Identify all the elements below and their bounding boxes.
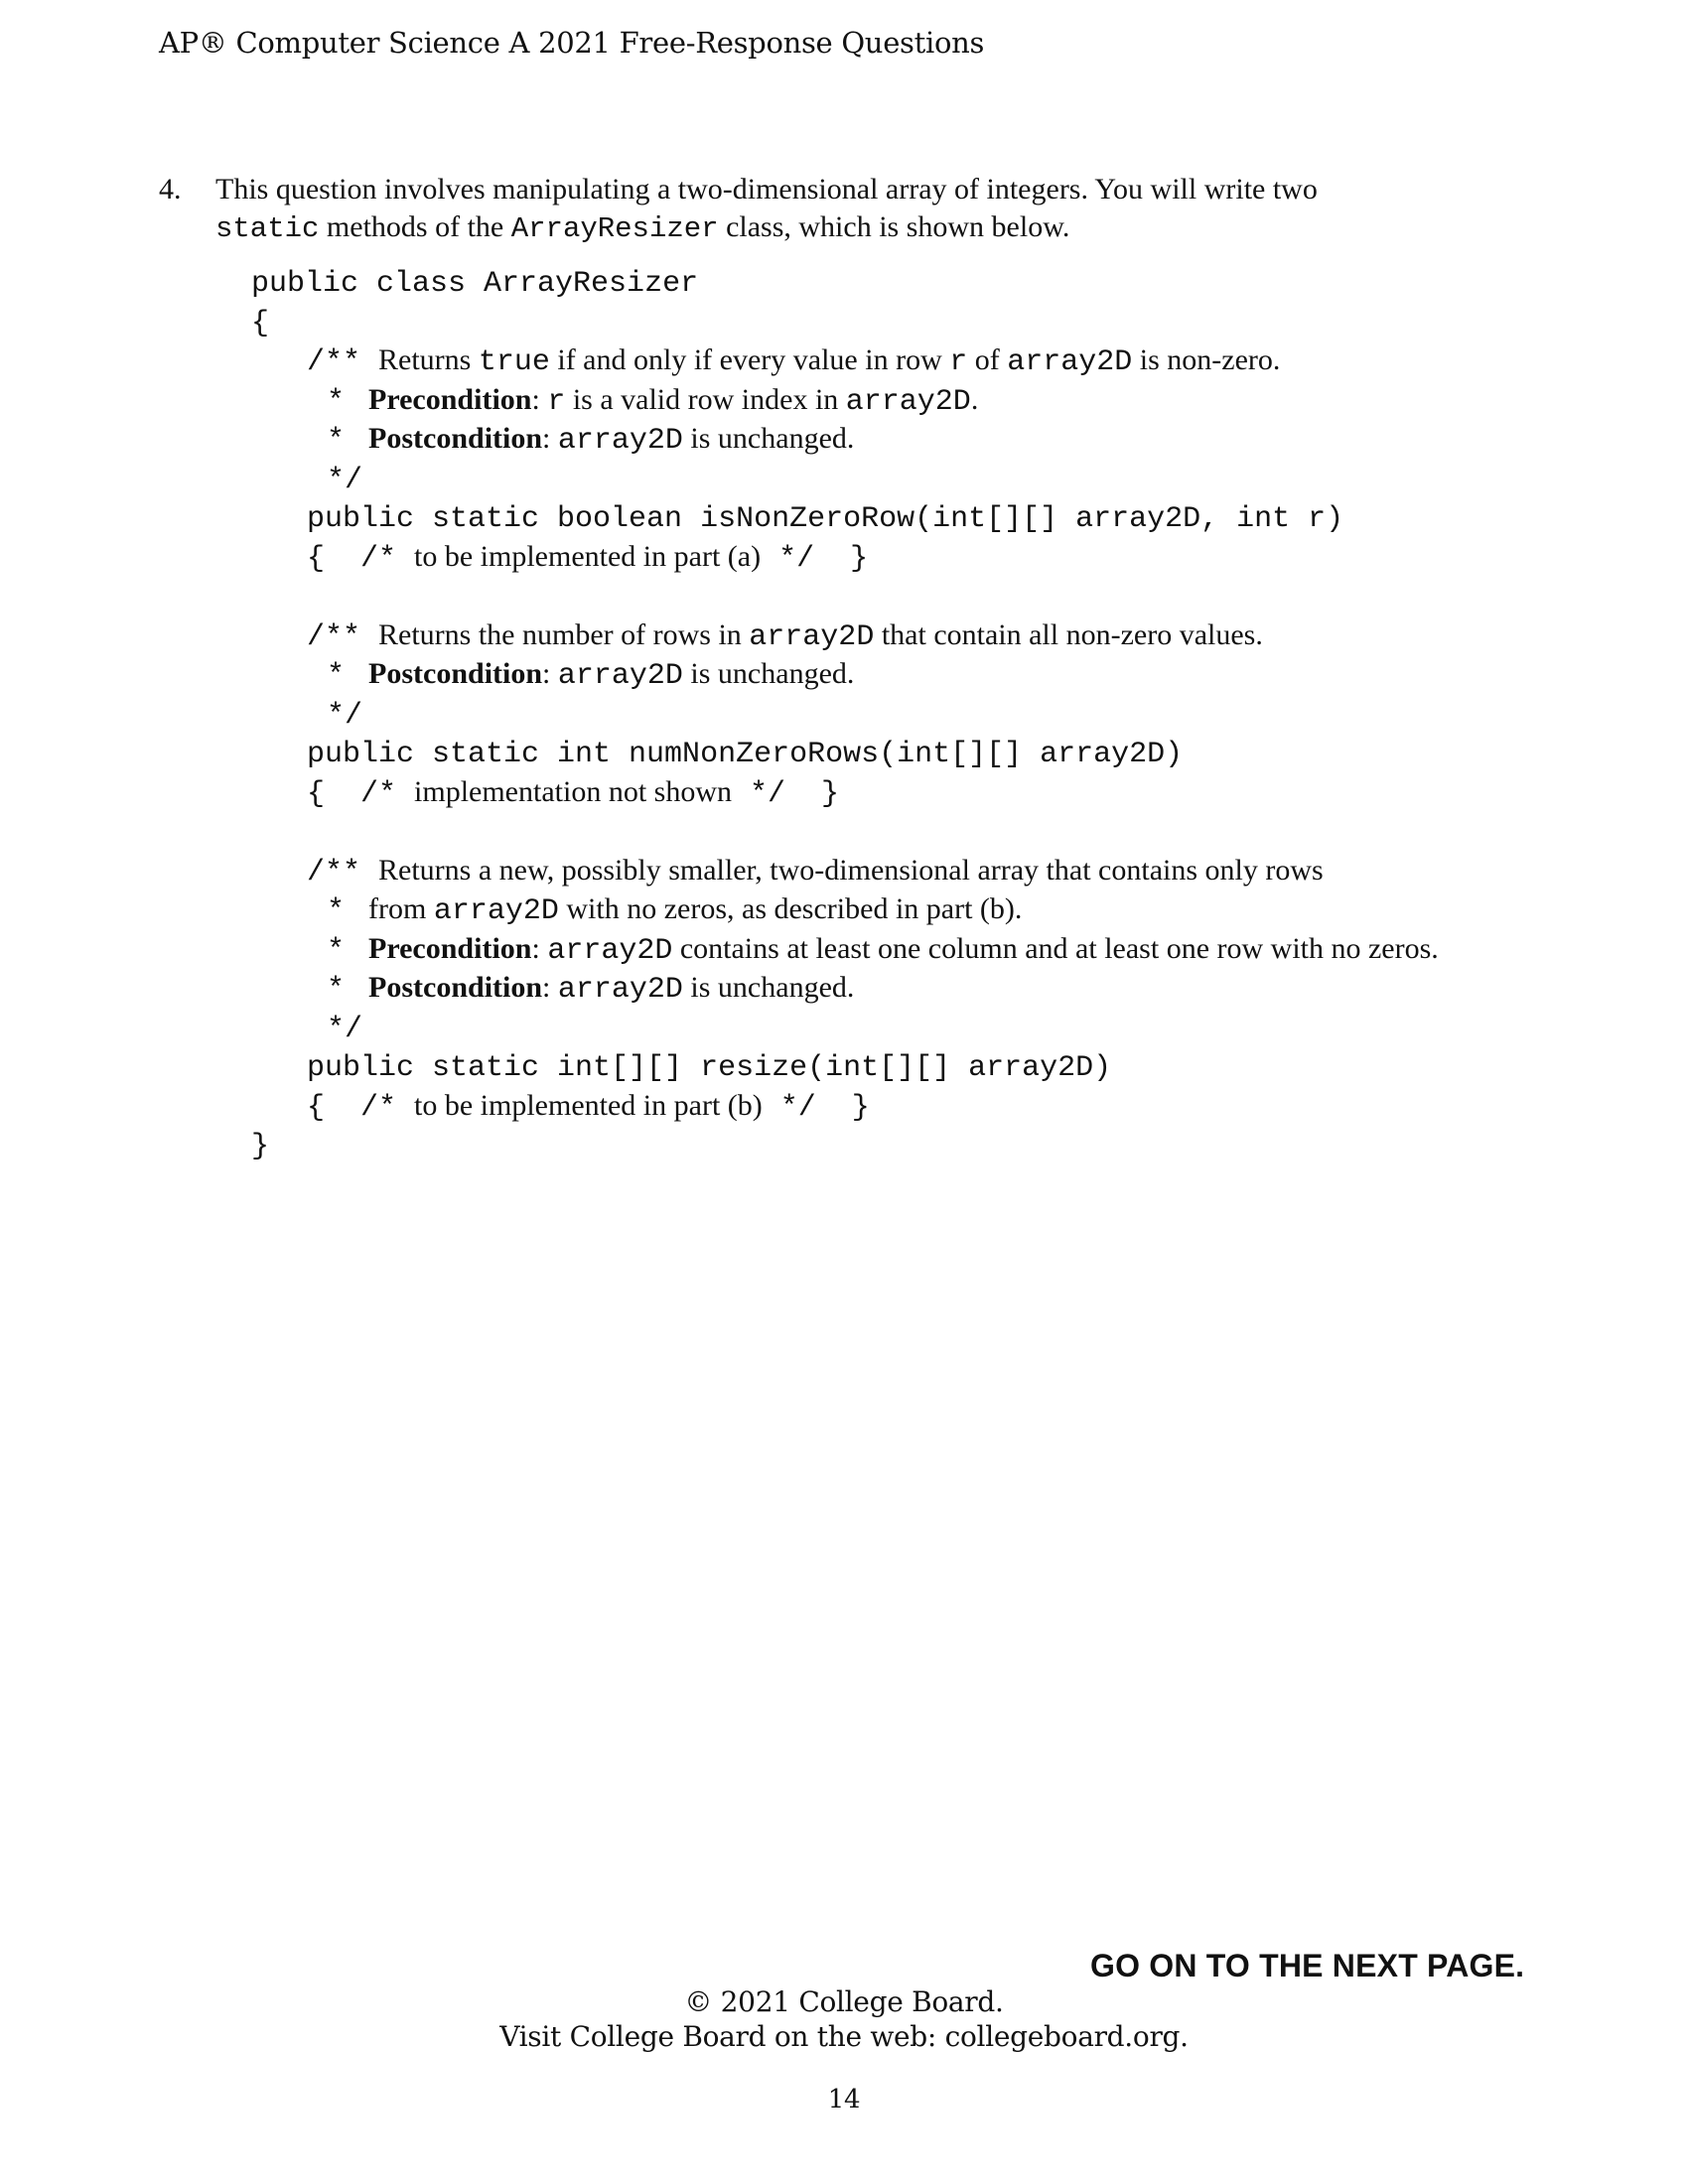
postcondition-label: Postcondition [368, 422, 543, 455]
class-declaration [251, 262, 1439, 302]
code-array2d: array2D [845, 384, 971, 419]
comment-open: /** [307, 345, 379, 379]
go-on-next-page-notice: GO ON TO THE NEXT PAGE. [1090, 1948, 1525, 1983]
class-code-listing [251, 262, 1439, 1164]
method2-comment-close [251, 694, 1439, 734]
code-array2d: array2D [557, 424, 683, 458]
blank-line [251, 811, 1439, 851]
comment-open: /** [307, 855, 379, 889]
code-array2d: array2D [547, 933, 673, 968]
method3-signature [251, 1046, 1439, 1086]
comment-text: : [542, 422, 558, 455]
method1-precondition [251, 380, 1439, 420]
code-class-name: ArrayResizer [510, 212, 719, 245]
comment-text: is unchanged. [682, 971, 855, 1004]
brace-text: } [251, 1130, 270, 1163]
comment-open: /** [307, 619, 379, 654]
page-number: 14 [827, 2085, 861, 2115]
body-comment: implementation not shown [414, 774, 732, 808]
code-array2d: array2D [749, 619, 875, 654]
method-signature: public static boolean isNonZeroRow(int[][] array2D, int r) [307, 502, 1344, 536]
comment-star: * [327, 659, 346, 693]
question-text-part: class, which is shown below. [718, 210, 1070, 243]
method-signature: public static int numNonZeroRows(int[][] array2D) [307, 738, 1184, 771]
code-array2d: array2D [557, 973, 683, 1007]
comment-star: * [327, 424, 346, 458]
comment-star: * [327, 933, 346, 968]
class-declaration-text: public class ArrayResizer [251, 267, 699, 301]
comment-star: * [327, 894, 346, 928]
method2-postcondition [251, 654, 1439, 694]
comment-close: */ [327, 463, 363, 497]
method1-comment-desc [251, 341, 1439, 380]
comment-text: . [970, 382, 979, 416]
comment-text: that contain all non-zero values. [874, 617, 1263, 651]
page-header-title: AP® Computer Science A 2021 Free-Response Questions [159, 26, 985, 60]
footer-copyright: © 2021 College Board. [684, 1985, 1004, 2018]
body-open: { /* [307, 541, 415, 576]
comment-text: of [967, 343, 1008, 376]
comment-text: is non-zero. [1132, 343, 1281, 376]
method3-comment-close [251, 1008, 1439, 1047]
class-close-brace [251, 1125, 1439, 1164]
question-line-2 [215, 208, 1318, 248]
comment-text: with no zeros, as described in part (b). [558, 892, 1023, 925]
method1-postcondition [251, 419, 1439, 459]
method2-signature [251, 733, 1439, 772]
question-text-part: methods of the [319, 210, 511, 243]
body-close: */ } [761, 541, 869, 576]
code-true: true [478, 345, 550, 379]
comment-text: Returns [378, 343, 479, 376]
question-number: 4. [159, 173, 182, 205]
code-array2d: array2D [1007, 345, 1133, 379]
comment-text: from [368, 892, 434, 925]
method3-body [251, 1086, 1439, 1126]
method-signature: public static int[][] resize(int[][] array2D) [307, 1051, 1112, 1085]
method3-comment-desc-2 [251, 889, 1439, 929]
method3-precondition [251, 929, 1439, 969]
comment-close: */ [327, 698, 363, 733]
question-text [215, 171, 1318, 248]
code-r: r [949, 345, 968, 379]
precondition-label: Precondition [368, 931, 532, 965]
comment-close: */ [327, 1012, 363, 1046]
body-open: { /* [307, 776, 415, 811]
code-r: r [547, 384, 566, 419]
blank-line [251, 576, 1439, 615]
brace-text: { [251, 306, 270, 341]
body-close: */ } [762, 1090, 870, 1125]
postcondition-label: Postcondition [368, 657, 543, 690]
footer-visit-website: Visit College Board on the web: collegeboard.org. [499, 2020, 1189, 2053]
body-close: */ } [732, 776, 840, 811]
precondition-label: Precondition [368, 382, 532, 416]
method1-body [251, 537, 1439, 577]
comment-text: is a valid row index in [565, 382, 846, 416]
method2-body [251, 772, 1439, 812]
comment-text: is unchanged. [682, 657, 855, 690]
comment-text: : [542, 657, 558, 690]
method1-signature [251, 497, 1439, 537]
comment-text: Returns a new, possibly smaller, two-dimensional array that contains only rows [378, 853, 1324, 887]
body-comment: to be implemented in part (b) [414, 1088, 763, 1122]
method3-postcondition [251, 968, 1439, 1008]
comment-star: * [327, 384, 346, 419]
method3-comment-desc [251, 851, 1439, 890]
method1-comment-close [251, 459, 1439, 498]
body-comment: to be implemented in part (a) [414, 539, 762, 573]
code-array2d: array2D [433, 894, 559, 928]
body-open: { /* [307, 1090, 415, 1125]
code-array2d: array2D [557, 659, 683, 693]
comment-text: : [542, 971, 558, 1004]
comment-text: contains at least one column and at least one row with no zeros. [672, 931, 1439, 965]
comment-text: : [531, 382, 548, 416]
class-open-brace [251, 302, 1439, 341]
comment-star: * [327, 973, 346, 1007]
comment-text: is unchanged. [682, 422, 855, 455]
comment-text: Returns the number of rows in [378, 617, 750, 651]
comment-text: : [531, 931, 548, 965]
method2-comment-desc [251, 615, 1439, 655]
postcondition-label: Postcondition [368, 971, 543, 1004]
code-static: static [215, 212, 320, 245]
question-line-1: This question involves manipulating a two-dimensional array of integers. You will write two [215, 173, 1318, 205]
comment-text: if and only if every value in row [549, 343, 950, 376]
